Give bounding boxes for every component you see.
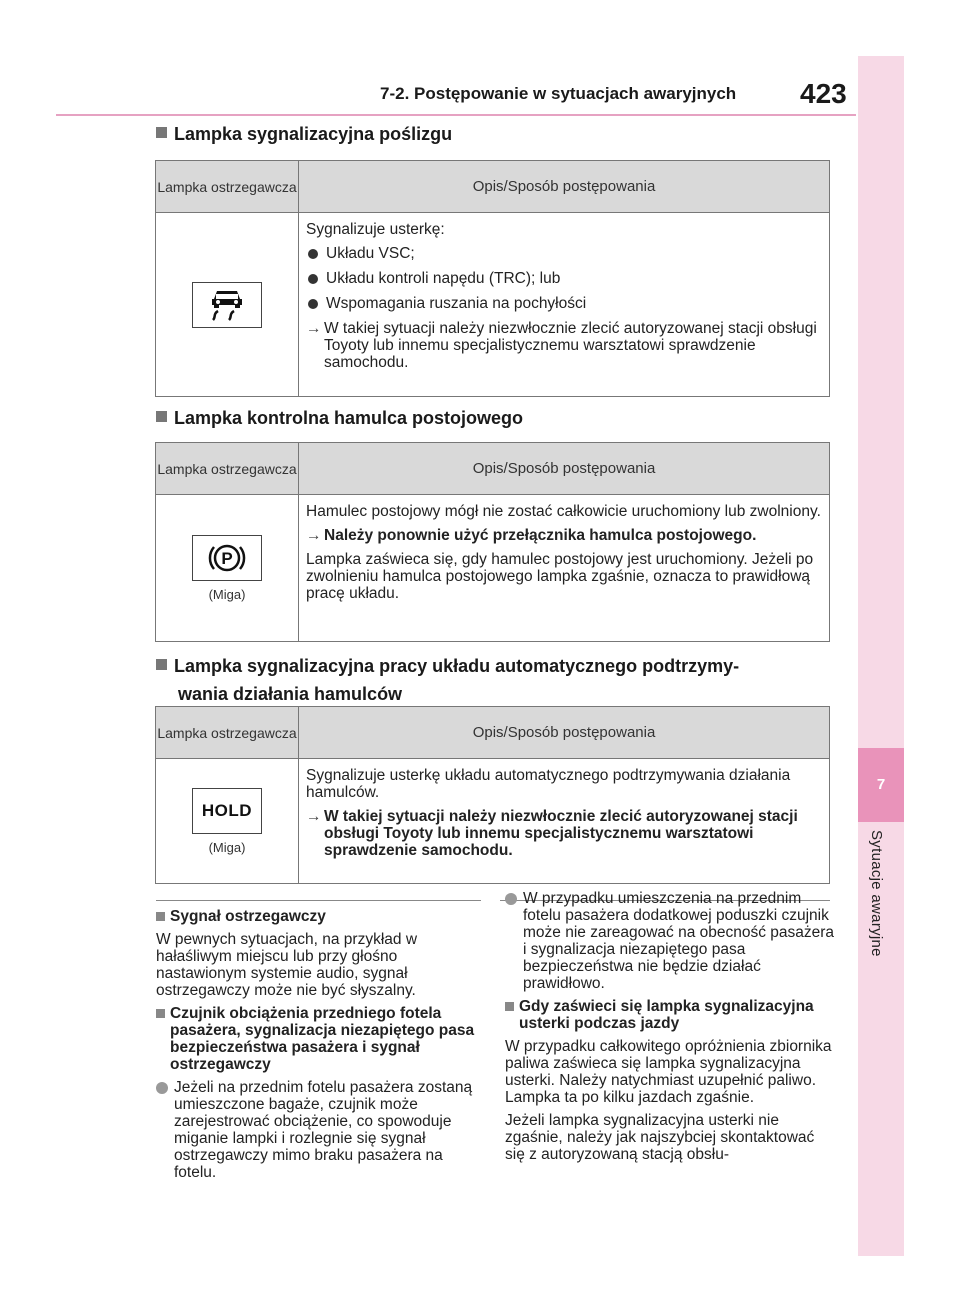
square-bullet-icon xyxy=(505,1002,514,1011)
page-number: 423 xyxy=(800,78,847,109)
table-header xyxy=(156,161,829,213)
note-heading: Czujnik obciążenia przedniego fotela pasażera, sygnalizacja niezapiętego pasa bezpieczeństwa pasażera i sygnał ostrzegawczy xyxy=(156,1005,486,1073)
header-warning-light: Lampka ostrzegawcza xyxy=(156,161,299,212)
action-text: → W takiej sytuacji należy niezwłocznie zlecić autoryzowanej stacji obsługi Toyoty lub innemu specjalistycznemu warsztatowi sprawdzenie samochodu. xyxy=(306,320,817,371)
arrow-icon: → xyxy=(306,527,322,544)
table-brake-hold xyxy=(155,706,830,884)
section-title-skid: Lampka sygnalizacyjna poślizgu xyxy=(156,120,452,148)
icon-cell xyxy=(156,213,299,396)
notes-left-column xyxy=(156,908,486,1187)
chapter-number: 7 xyxy=(858,748,904,822)
list-item: Jeżeli na przednim fotelu pasażera zostaną umieszczone bagaże, czujnik może zarejestrować obciążenie, co spowoduje miganie lampki i rozlegnie się sygnał ostrzegawczy mimo braku pasażera na fotelu. xyxy=(156,1079,486,1181)
description-text: Lampka zaświeca się, gdy hamulec postojowy jest uruchomiony. Jeżeli po zwolnieniu hamulca postojowego lampka zgaśnie, oznacza to prawidłową pracę układu. xyxy=(306,551,814,602)
note-text: W przypadku całkowitego opróżnienia zbiornika paliwa zaświeca się lampka sygnalizacyjna usterki. Należy natychmiast uzupełnić paliwo. Lampka ta po kilku jazdach zgaśnie. xyxy=(505,1038,832,1106)
table-parking-brake xyxy=(155,442,830,642)
header-description: Opis/Sposób postępowania xyxy=(472,460,656,477)
table-header xyxy=(156,707,829,759)
list-item: Wspomagania ruszania na pochyłości xyxy=(306,295,823,312)
bullet-icon xyxy=(308,249,318,259)
square-bullet-icon xyxy=(156,411,167,422)
square-bullet-icon xyxy=(156,1009,165,1018)
icon-cell xyxy=(156,495,299,641)
header-warning-light: Lampka ostrzegawcza xyxy=(156,707,299,758)
action-text: → Należy ponownie użyć przełącznika hamulca postojowego. xyxy=(306,527,757,544)
header-description: Opis/Sposób postępowania xyxy=(472,724,656,741)
square-bullet-icon xyxy=(156,659,167,670)
note-heading: Gdy zaświeci się lampka sygnalizacyjna usterki podczas jazdy xyxy=(505,998,835,1032)
skid-car-icon xyxy=(192,282,262,328)
icon-caption: (Miga) xyxy=(208,839,246,855)
note-text: W pewnych sytuacjach, na przykład w hałaśliwym miejscu lub przy głośno nastawionym systemie audio, sygnał ostrzegawczy może nie być słyszalny. xyxy=(156,931,418,999)
chapter-side-tab xyxy=(858,56,904,1256)
square-bullet-icon xyxy=(156,912,165,921)
description-text: Hamulec postojowy mógł nie zostać całkowicie uruchomiony lub zwolniony. xyxy=(306,503,821,520)
description-cell xyxy=(299,495,829,641)
section-title-parking-brake: Lampka kontrolna hamulca postojowego xyxy=(156,404,523,432)
list-item: Układu VSC; xyxy=(306,245,823,262)
bullet-icon xyxy=(308,299,318,309)
circle-bullet-icon xyxy=(156,1082,168,1094)
description-cell xyxy=(299,759,829,883)
arrow-icon: → xyxy=(306,320,322,337)
svg-text:P: P xyxy=(221,548,233,568)
description-text: Sygnalizuje usterkę układu automatycznego podtrzymywania działania hamulców. xyxy=(306,767,791,801)
note-heading: Sygnał ostrzegawczy xyxy=(156,908,486,925)
intro-text: Sygnalizuje usterkę: xyxy=(306,221,445,238)
notes-divider-left xyxy=(156,900,481,901)
notes-right-column xyxy=(505,890,835,1169)
table-row xyxy=(156,213,829,396)
arrow-icon: → xyxy=(306,808,322,825)
action-text: → W takiej sytuacji należy niezwłocznie zlecić autoryzowanej stacji obsługi Toyoty lub innemu specjalistycznemu warsztatowi sprawdzenie samochodu. xyxy=(306,808,798,859)
section-title-brake-hold: Lampka sygnalizacyjna pracy układu automatycznego podtrzymy- wania działania hamulców xyxy=(156,652,739,708)
list-item: W przypadku umieszczenia na przednim fotelu pasażera dodatkowej poduszki czujnik może nie zareagować na obecność pasażera i sygnalizacja niezapiętego pasa bezpieczeństwa nie będzie działać prawidłowo. xyxy=(505,890,835,992)
parking-brake-icon xyxy=(192,535,262,581)
page-header-title: 7-2. Postępowanie w sytuacjach awaryjnych xyxy=(380,84,737,103)
chapter-label: Sytuacje awaryjne xyxy=(868,830,885,957)
header-description: Opis/Sposób postępowania xyxy=(472,178,656,195)
table-header xyxy=(156,443,829,495)
table-skid xyxy=(155,160,830,397)
description-cell xyxy=(299,213,829,396)
list-item: Układu kontroli napędu (TRC); lub xyxy=(306,270,823,287)
header-warning-light: Lampka ostrzegawcza xyxy=(156,443,299,494)
icon-cell xyxy=(156,759,299,883)
header-divider xyxy=(56,114,856,116)
hold-icon: HOLD xyxy=(192,788,262,834)
table-row xyxy=(156,759,829,883)
bullet-icon xyxy=(308,274,318,284)
circle-bullet-icon xyxy=(505,893,517,905)
note-text: Jeżeli lampka sygnalizacyjna usterki nie zgaśnie, należy jak najszybciej skontaktować się z autoryzowaną stacją obsłu- xyxy=(505,1112,815,1163)
icon-caption: (Miga) xyxy=(208,586,246,602)
square-bullet-icon xyxy=(156,127,167,138)
table-row xyxy=(156,495,829,641)
